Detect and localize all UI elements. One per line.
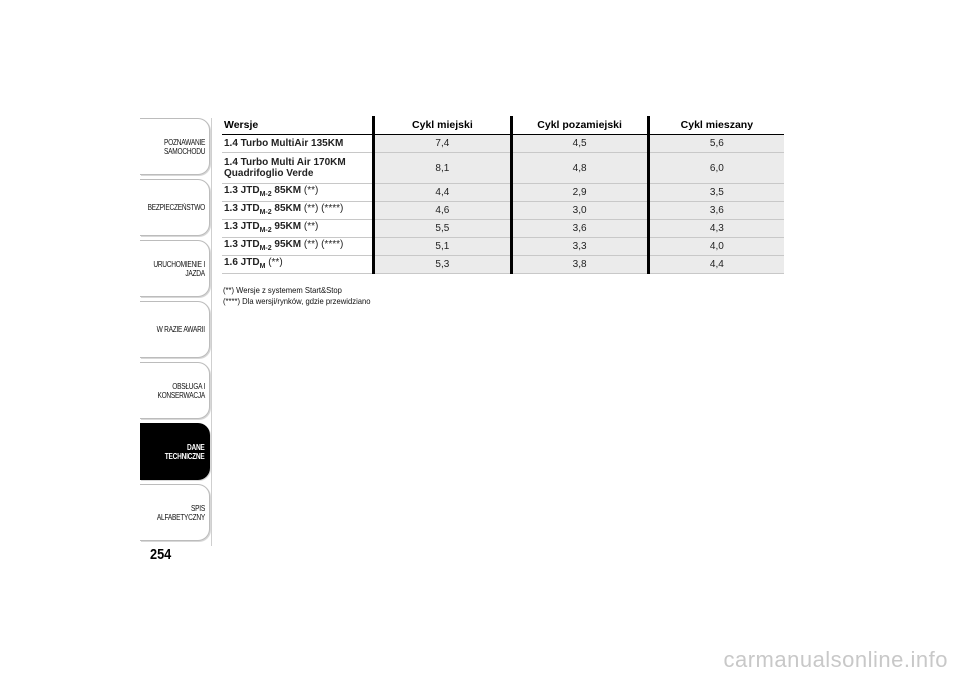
combined-value: 6,0 [650, 153, 784, 184]
combined-value: 5,6 [650, 135, 784, 153]
tab-poznawanie-samochodu[interactable]: POZNAWANIE SAMOCHODU [140, 118, 210, 175]
extra-urban-value: 4,5 [513, 135, 647, 153]
extra-urban-value: 3,3 [513, 238, 647, 256]
combined-value: 3,5 [650, 184, 784, 202]
tab-obsluga-i-konserwacja[interactable]: OBSŁUGA I KONSERWACJA [140, 362, 210, 419]
tab-dane-techniczne[interactable]: DANE TECHNICZNE [140, 423, 210, 480]
combined-value: 4,0 [650, 238, 784, 256]
version-cell: 1.4 Turbo MultiAir 135KM [222, 135, 372, 153]
section-tabs [140, 118, 212, 545]
urban-value: 4,6 [375, 202, 509, 220]
extra-urban-value: 3,6 [513, 220, 647, 238]
extra-urban-value: 3,8 [513, 256, 647, 274]
combined-value: 3,6 [650, 202, 784, 220]
watermark: carmanualsonline.info [723, 647, 948, 672]
table-row [222, 202, 784, 220]
extra-urban-value: 2,9 [513, 184, 647, 202]
urban-value: 5,5 [375, 220, 509, 238]
table-row [222, 153, 784, 184]
footnotes [223, 285, 387, 307]
combined-value: 4,3 [650, 220, 784, 238]
urban-value: 8,1 [375, 153, 509, 184]
urban-value: 5,1 [375, 238, 509, 256]
table-row [222, 220, 784, 238]
tab-uruchomienie-i-jazda[interactable]: URUCHOMIENIE I JAZDA [140, 240, 210, 297]
urban-value: 4,4 [375, 184, 509, 202]
header-extra-urban: Cykl pozamiejski [513, 116, 647, 135]
header-urban: Cykl miejski [375, 116, 509, 135]
tab-w-razie-awarii[interactable]: W RAZIE AWARII [140, 301, 210, 358]
extra-urban-value: 4,8 [513, 153, 647, 184]
footnote-markets: (****) Dla wersji/rynków, gdzie przewidziano [223, 296, 371, 306]
tab-spis-alfabetyczny[interactable]: SPIS ALFABETYCZNY [140, 484, 210, 541]
version-cell: 1.3 $JTD_{M-2}$ 95KM (**) [222, 220, 372, 238]
table-row [222, 135, 784, 153]
version-cell: 1.3 $JTD_{M-2}$ 85KM (**) (****) [222, 202, 372, 220]
header-version: Wersje [222, 116, 372, 135]
fuel-consumption-table [222, 116, 784, 274]
extra-urban-value: 3,0 [513, 202, 647, 220]
version-cell: 1.6 $JTD_M$ (**) [222, 256, 372, 274]
urban-value: 5,3 [375, 256, 509, 274]
table-row [222, 256, 784, 274]
tab-bezpieczenstwo[interactable]: BEZPIECZEŃSTWO [140, 179, 210, 236]
table-header-row [222, 116, 784, 135]
version-cell: 1.3 $JTD_{M-2}$ 85KM (**) [222, 184, 372, 202]
urban-value: 7,4 [375, 135, 509, 153]
table-row [222, 238, 784, 256]
version-cell: 1.3 $JTD_{M-2}$ 95KM (**) (****) [222, 238, 372, 256]
version-cell: 1.4 Turbo Multi Air 170KM Quadrifoglio Verde [222, 153, 372, 184]
footnote-start-stop: (**) Wersje z systemem Start&Stop [223, 285, 342, 295]
page-number: 254 [150, 546, 172, 563]
header-combined: Cykl mieszany [650, 116, 784, 135]
combined-value: 4,4 [650, 256, 784, 274]
table-row [222, 184, 784, 202]
